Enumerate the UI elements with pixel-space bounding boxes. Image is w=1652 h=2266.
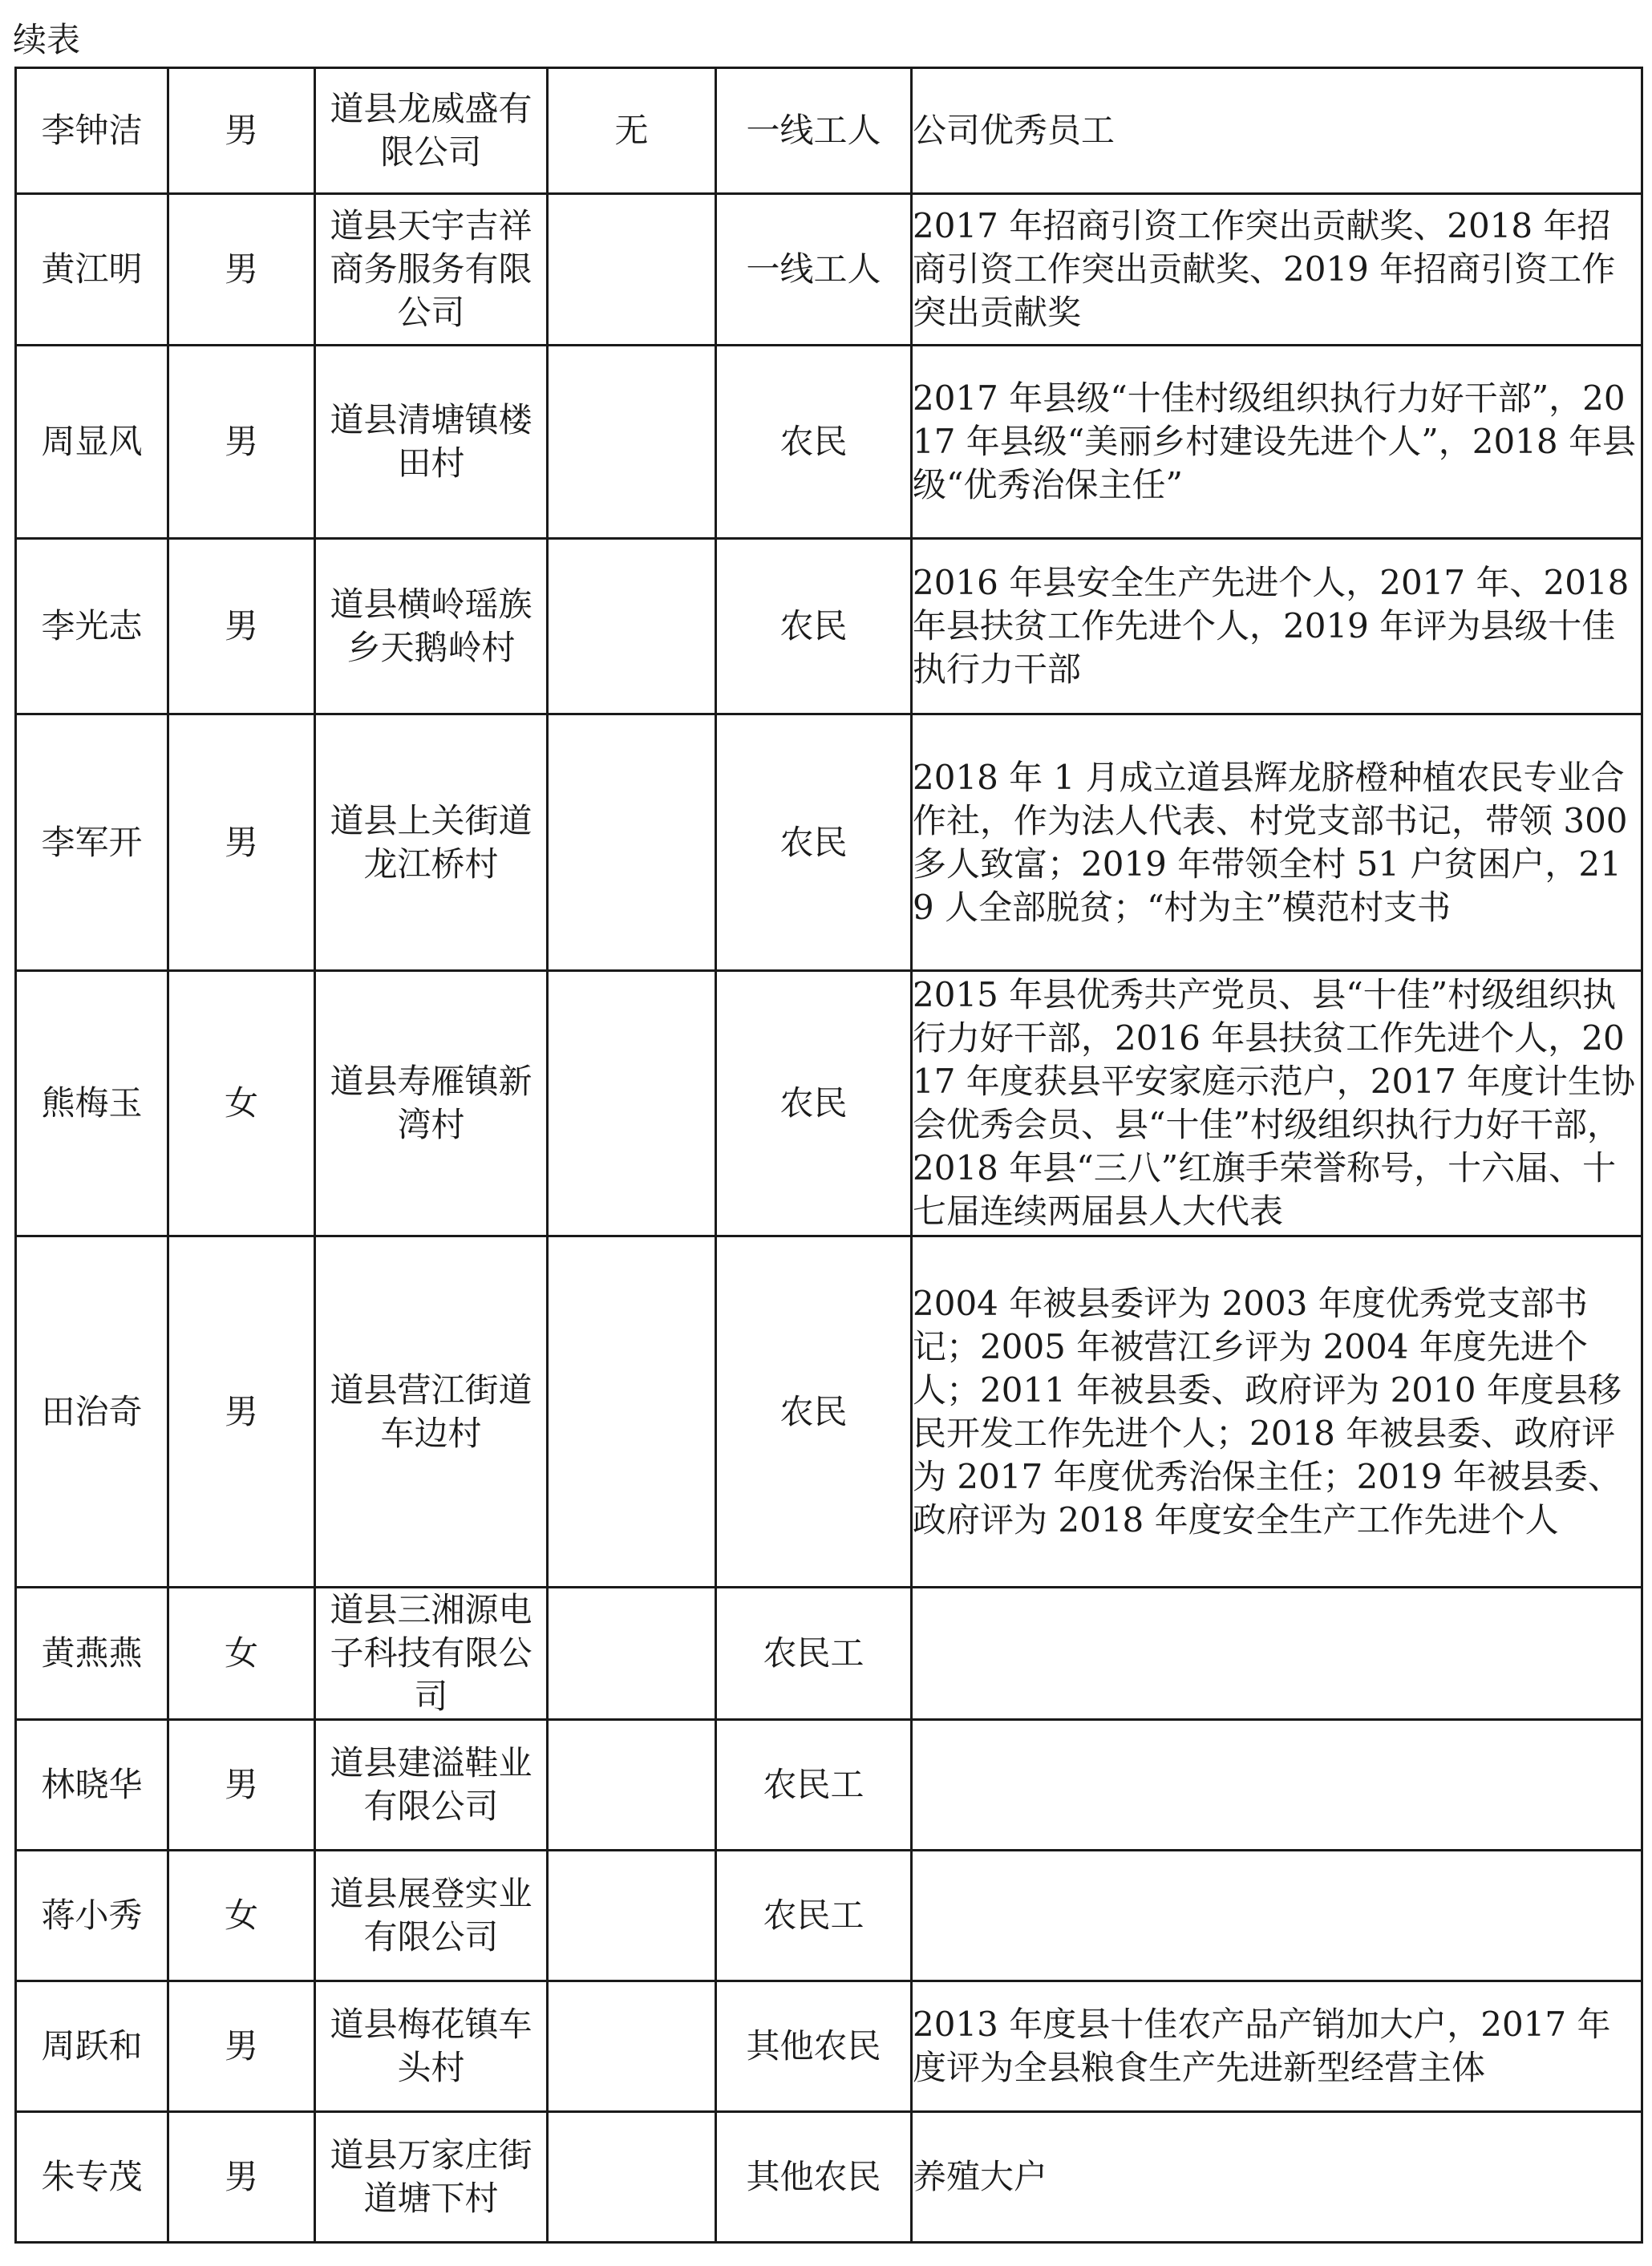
table-row [16,2112,1642,2243]
party-cell [548,194,716,346]
name-cell: 朱专茂 [16,2112,168,2243]
gender-cell: 男 [168,2112,315,2243]
awards-cell [912,1720,1642,1851]
unit-cell: 道县梅花镇车头村 [315,1981,548,2112]
gender-cell: 男 [168,1720,315,1851]
table-row [16,971,1642,1236]
awards-cell [912,1588,1642,1720]
table-row [16,714,1642,971]
unit-cell: 道县天宇吉祥商务服务有限公司 [315,194,548,346]
party-cell [548,971,716,1236]
awards-cell: 2004 年被县委评为 2003 年度优秀党支部书记；2005 年被营江乡评为 2004 年度先进个人；2011 年被县委、政府评为 2010 年度县移民开发工作先进个人；2018 年被县委、政府评为 2017 年度优秀治保主任；2019 年被县委、政府评为 2018 年度安全生产工作先进个人 [912,1236,1642,1588]
gender-cell: 男 [168,539,315,714]
gender-cell: 男 [168,1981,315,2112]
occupation-cell: 其他农民 [716,1981,912,2112]
awards-cell: 2018 年 1 月成立道县辉龙脐橙种植农民专业合作社，作为法人代表、村党支部书记，带领 300 多人致富；2019 年带领全村 51 户贫困户，219 人全部脱贫；“村为主”模范村支书 [912,714,1642,971]
name-cell: 黄燕燕 [16,1588,168,1720]
table-row [16,1236,1642,1588]
name-cell: 李光志 [16,539,168,714]
name-cell: 李钟洁 [16,68,168,194]
party-cell [548,346,716,539]
unit-cell: 道县清塘镇楼田村 [315,346,548,539]
occupation-cell: 一线工人 [716,68,912,194]
gender-cell: 男 [168,1236,315,1588]
party-cell [548,1981,716,2112]
table-row [16,1981,1642,2112]
occupation-cell: 农民工 [716,1720,912,1851]
occupation-cell: 农民工 [716,1851,912,1981]
gender-cell: 男 [168,346,315,539]
occupation-cell: 农民 [716,714,912,971]
table-row [16,194,1642,346]
unit-cell: 道县展登实业有限公司 [315,1851,548,1981]
party-cell [548,539,716,714]
party-cell [548,1236,716,1588]
unit-cell: 道县横岭瑶族乡天鹅岭村 [315,539,548,714]
party-cell [548,714,716,971]
occupation-cell: 农民 [716,1236,912,1588]
occupation-cell: 一线工人 [716,194,912,346]
party-cell [548,2112,716,2243]
awards-cell [912,1851,1642,1981]
party-cell [548,1588,716,1720]
occupation-cell: 农民工 [716,1588,912,1720]
awards-cell: 2017 年县级“十佳村级组织执行力好干部”，2017 年县级“美丽乡村建设先进个人”，2018 年县级“优秀治保主任” [912,346,1642,539]
gender-cell: 男 [168,68,315,194]
party-cell: 无 [548,68,716,194]
honoree-table [14,67,1643,2244]
table-row [16,346,1642,539]
name-cell: 李军开 [16,714,168,971]
name-cell: 黄江明 [16,194,168,346]
occupation-cell: 农民 [716,539,912,714]
unit-cell: 道县上关街道龙江桥村 [315,714,548,971]
gender-cell: 男 [168,194,315,346]
awards-cell: 2016 年县安全生产先进个人，2017 年、2018 年县扶贫工作先进个人，2019 年评为县级十佳执行力干部 [912,539,1642,714]
occupation-cell: 农民 [716,971,912,1236]
name-cell: 林晓华 [16,1720,168,1851]
table-row [16,1720,1642,1851]
table-caption: 续表 [13,20,81,59]
unit-cell: 道县建溢鞋业有限公司 [315,1720,548,1851]
party-cell [548,1720,716,1851]
unit-cell: 道县三湘源电子科技有限公司 [315,1588,548,1720]
party-cell [548,1851,716,1981]
awards-cell: 公司优秀员工 [912,68,1642,194]
gender-cell: 男 [168,714,315,971]
table-row [16,1588,1642,1720]
awards-cell: 2015 年县优秀共产党员、县“十佳”村级组织执行力好干部，2016 年县扶贫工作先进个人，2017 年度获县平安家庭示范户，2017 年度计生协会优秀会员、县“十佳”村级组织执行力好干部，2018 年县“三八”红旗手荣誉称号，十六届、十七届连续两届县人大代表 [912,971,1642,1236]
name-cell: 周显风 [16,346,168,539]
name-cell: 周跃和 [16,1981,168,2112]
awards-cell: 2017 年招商引资工作突出贡献奖、2018 年招商引资工作突出贡献奖、2019 年招商引资工作突出贡献奖 [912,194,1642,346]
table-row [16,539,1642,714]
table-row [16,1851,1642,1981]
unit-cell: 道县龙威盛有限公司 [315,68,548,194]
awards-cell: 养殖大户 [912,2112,1642,2243]
table-row [16,68,1642,194]
name-cell: 田治奇 [16,1236,168,1588]
name-cell: 熊梅玉 [16,971,168,1236]
gender-cell: 女 [168,971,315,1236]
gender-cell: 女 [168,1851,315,1981]
gender-cell: 女 [168,1588,315,1720]
unit-cell: 道县营江街道车边村 [315,1236,548,1588]
occupation-cell: 其他农民 [716,2112,912,2243]
occupation-cell: 农民 [716,346,912,539]
awards-cell: 2013 年度县十佳农产品产销加大户，2017 年度评为全县粮食生产先进新型经营主体 [912,1981,1642,2112]
unit-cell: 道县寿雁镇新湾村 [315,971,548,1236]
unit-cell: 道县万家庄街道塘下村 [315,2112,548,2243]
name-cell: 蒋小秀 [16,1851,168,1981]
